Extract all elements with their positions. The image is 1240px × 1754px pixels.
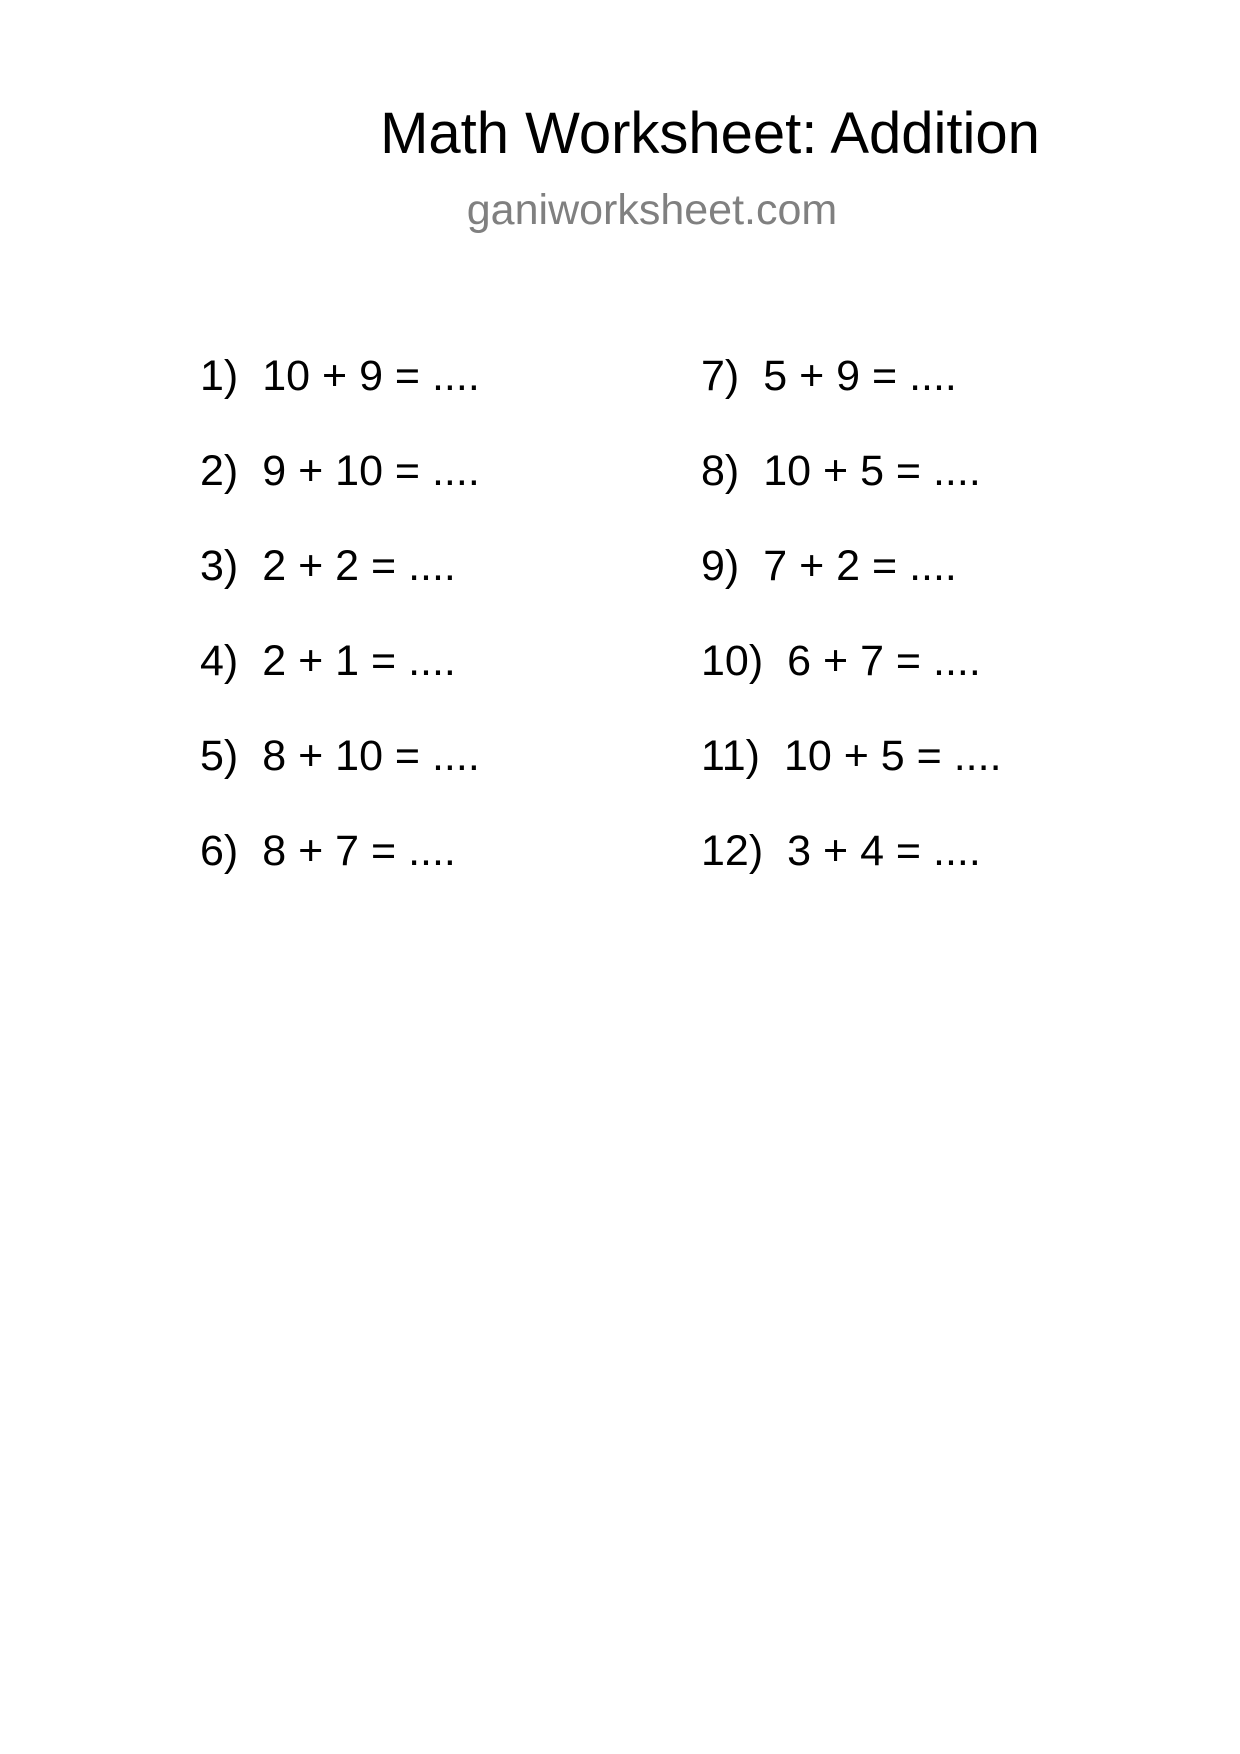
problem-number: 6) (200, 827, 239, 875)
problem-expression: 2 + 2 = .... (262, 542, 456, 590)
problem-expression: 8 + 10 = .... (262, 732, 480, 780)
problem-number: 1) (200, 352, 239, 400)
problem-number: 8) (701, 447, 740, 495)
problem-number: 9) (701, 542, 740, 590)
problem-number: 3) (200, 542, 239, 590)
website-subtitle: ganiworksheet.com (466, 186, 838, 234)
problem-item (701, 441, 1181, 536)
problem-item (200, 631, 680, 726)
problem-number: 11) (701, 732, 760, 780)
problem-expression: 10 + 5 = .... (783, 732, 1002, 780)
problem-item (701, 631, 1181, 726)
problem-expression: 2 + 1 = .... (262, 637, 456, 685)
problem-item (701, 821, 1181, 916)
problems-right-column (701, 346, 1181, 916)
problem-number: 12) (701, 827, 764, 875)
problem-item (701, 726, 1181, 821)
problem-item (200, 536, 680, 631)
problem-expression: 10 + 9 = .... (262, 352, 480, 400)
problem-item (701, 346, 1181, 441)
problem-item (200, 726, 680, 821)
page-title: Math Worksheet: Addition (380, 101, 1040, 166)
problem-expression: 10 + 5 = .... (763, 447, 981, 495)
problem-item (200, 821, 680, 916)
problem-number: 7) (701, 352, 740, 400)
problem-item (701, 536, 1181, 631)
problem-expression: 9 + 10 = .... (262, 447, 480, 495)
problem-number: 5) (200, 732, 239, 780)
problem-expression: 8 + 7 = .... (262, 827, 456, 875)
problem-number: 4) (200, 637, 239, 685)
problem-expression: 6 + 7 = .... (787, 637, 981, 685)
problem-number: 10) (701, 637, 764, 685)
problem-item (200, 346, 680, 441)
problems-left-column (200, 346, 680, 916)
problem-expression: 5 + 9 = .... (763, 352, 957, 400)
problem-number: 2) (200, 447, 239, 495)
problem-item (200, 441, 680, 536)
problem-expression: 3 + 4 = .... (787, 827, 981, 875)
problem-expression: 7 + 2 = .... (763, 542, 957, 590)
